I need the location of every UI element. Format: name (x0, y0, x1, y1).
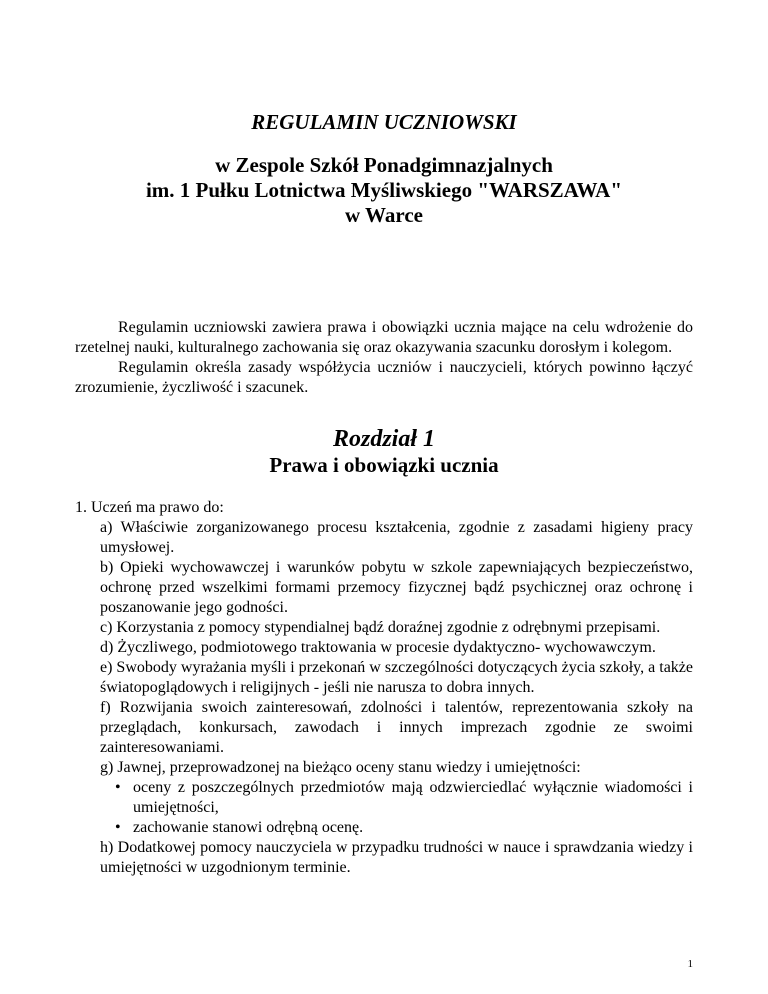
list-item: a) Właściwie zorganizowanego procesu kształcenia, zgodnie z zasadami higieny pracy umysłowej. (100, 519, 693, 556)
page-number: 1 (687, 958, 693, 970)
bullet-item (115, 778, 693, 818)
subtitle-line: im. 1 Pułku Lotnictwa Myśliwskiego "WARSZAWA" (145, 178, 623, 202)
bullet-icon: • (115, 779, 121, 796)
list-item: g) Jawnej, przeprowadzonej na bieżąco oceny stanu wiedzy i umiejętności: (100, 759, 581, 776)
rights-section (75, 498, 693, 878)
bullet-text: zachowanie stanowi odrębną ocenę. (133, 819, 364, 836)
bullet-icon: • (115, 819, 121, 836)
list-item: e) Swobody wyrażania myśli i przekonań w szczególności dotyczących życia szkoły, a także światopoglądowych i religijnych - jeśli nie narusza to dobra innych. (100, 659, 693, 696)
bullet-text: oceny z poszczególnych przedmiotów mają odzwierciedlać wyłącznie wiadomości i umiejętności, (133, 779, 693, 816)
subtitle-line: w Warce (345, 203, 423, 227)
chapter-subtitle: Prawa i obowiązki ucznia (269, 453, 499, 477)
list-item: d) Życzliwego, podmiotowego traktowania w procesie dydaktyczno- wychowawczym. (100, 639, 656, 656)
document-subtitle (0, 153, 768, 228)
bullet-list (75, 778, 693, 838)
intro-paragraph: Regulamin uczniowski zawiera prawa i obowiązki ucznia mające na celu wdrożenie do rzetelnej nauki, kulturalnego zachowania się oraz okazywania szacunku dorosłym i kolegom. (75, 319, 693, 356)
intro-paragraph: Regulamin określa zasady współżycia uczniów i nauczycieli, których powinno łączyć zrozumienie, życzliwość i szacunek. (75, 359, 693, 396)
bullet-item (115, 818, 693, 838)
list-item: c) Korzystania z pomocy stypendialnej bądź doraźnej zgodnie z odrębnymi przepisami. (100, 619, 661, 636)
chapter-title: Rozdział 1 (332, 426, 436, 452)
list-item: b) Opieki wychowawczej i warunków pobytu w szkole zapewniających bezpieczeństwo, ochronę przed wszelkimi formami przemocy fizycznej bądź psychicznej oraz ochronę i poszanowanie jego godności. (100, 559, 693, 616)
intro-section (75, 318, 693, 398)
list-item: h) Dodatkowej pomocy nauczyciela w przypadku trudności w nauce i sprawdzania wiedzy i umiejętności w uzgodnionym terminie. (100, 839, 693, 876)
list-item: f) Rozwijania swoich zainteresowań, zdolności i talentów, reprezentowania szkoły na przeglądach, konkursach, zawodach i innych imprezach zgodnie ze swoimi zainteresowaniami. (100, 699, 693, 756)
subtitle-line: w Zespole Szkół Ponadgimnazjalnych (215, 153, 553, 177)
document-title: REGULAMIN UCZNIOWSKI (251, 110, 517, 134)
section-heading: 1. Uczeń ma prawo do: (75, 499, 224, 516)
